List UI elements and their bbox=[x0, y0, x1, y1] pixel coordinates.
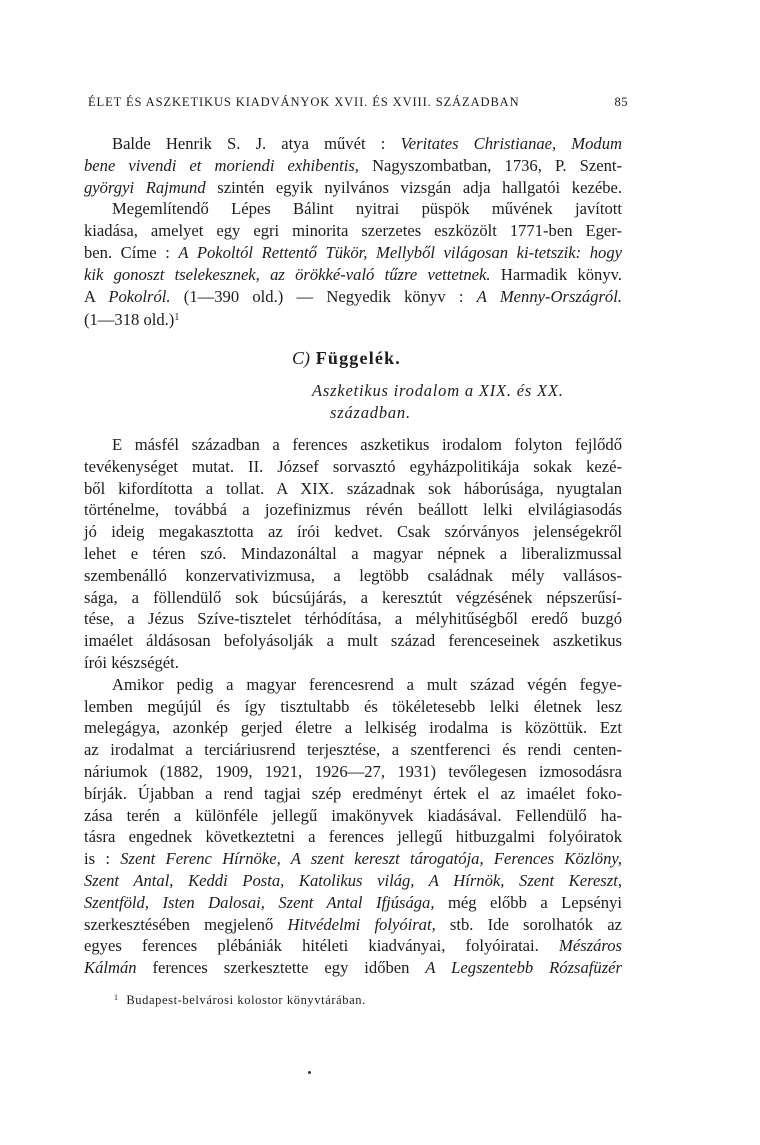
text-line: náriumok (1882, 1909, 1921, 1926—27, 1931) tevőlegesen izmosodásra bbox=[84, 761, 622, 781]
section-subtitle bbox=[312, 380, 624, 424]
text-line: tásra engednek következtetni a ferences jellegű hitbuzgalmi folyóiratok bbox=[84, 827, 622, 847]
text-segment: Nagyszombatban, 1736, bbox=[358, 155, 555, 175]
footnote-text: Budapest-belvárosi kolostor könyvtárában. bbox=[126, 993, 366, 1007]
italic-title: Szentföld, Isten Dalosai, Szent Antal Ifjúsága, bbox=[84, 892, 435, 912]
text-line bbox=[84, 307, 622, 329]
footnote-reference: 1 bbox=[174, 312, 180, 324]
text-line: E másfél században a ferences aszketikus irodalom folyton fejlődő bbox=[112, 435, 622, 454]
text-line: melegágya, azonkép gerjed életre a lelkiség irodalma is közöttük. Ezt bbox=[84, 718, 622, 738]
page-number: 85 bbox=[614, 95, 628, 109]
text-segment: A bbox=[84, 286, 109, 306]
section-heading bbox=[292, 348, 401, 369]
text-segment: Harmadik könyv. bbox=[490, 264, 623, 284]
text-line bbox=[84, 286, 622, 308]
text-line: tése, a Jézus Szíve-tisztelet térhódítása, a mélyhitűségből eredő buzgó bbox=[84, 609, 622, 629]
text-segment: P. Szent- bbox=[554, 155, 622, 175]
text-line: szembenálló konzervativizmusa, a legtöbb családnak mély vallásos- bbox=[84, 565, 622, 585]
text-line bbox=[84, 914, 622, 936]
section-subtitle-line-2: században. bbox=[330, 403, 411, 422]
text-segment: szintén egyik nyilvános vizsgán adja hallgatói kezébe. bbox=[205, 177, 622, 197]
italic-title: Kálmán bbox=[84, 958, 137, 978]
text-line bbox=[84, 177, 622, 199]
text-line bbox=[84, 957, 622, 979]
text-segment: stb. Ide sorolhatók az bbox=[435, 914, 622, 934]
paragraph-block-2 bbox=[84, 434, 622, 979]
section-letter: C) bbox=[292, 348, 310, 368]
italic-title: Mészáros bbox=[559, 936, 622, 956]
text-line bbox=[84, 892, 622, 914]
text-line bbox=[84, 935, 622, 957]
text-line: ből kifordította a tollat. A XIX. századnak sok háborúsága, nyugtalan bbox=[84, 478, 622, 498]
text-line bbox=[84, 848, 622, 870]
text-segment: még előbb a Lepsényi bbox=[434, 892, 622, 912]
italic-title: györgyi Rajmund bbox=[84, 177, 206, 197]
text-line bbox=[84, 155, 622, 177]
text-line bbox=[84, 198, 622, 220]
text-line bbox=[84, 264, 622, 286]
text-segment: Megemlítendő Lépes Bálint nyitrai püspök művének javított bbox=[112, 199, 622, 219]
italic-title: Veritates Christianae, Modum bbox=[400, 134, 623, 153]
italic-title: A Legszentebb Rózsafüzér bbox=[425, 958, 622, 978]
section-subtitle-line-1: Aszketikus irodalom a XIX. és XX. bbox=[312, 381, 564, 400]
italic-title: Szent Ferenc Hírnöke, A szent kereszt tárogatója, Ferences Közlöny, bbox=[120, 849, 623, 869]
footnote-marker: 1 bbox=[114, 993, 119, 1002]
italic-title: bene vivendi et moriendi exhibentis, bbox=[84, 155, 359, 175]
text-line: sága, a föllendülő sok búcsújárás, a keresztút végzésének népszerűsí- bbox=[84, 587, 622, 607]
text-line: lehet e téren szó. Mindazonáltal a magyar népnek a liberalizmussal bbox=[84, 543, 622, 563]
text-line: Amikor pedig a magyar ferencesrend a mult század végén fegye- bbox=[112, 674, 622, 694]
text-line bbox=[84, 870, 622, 892]
text-line: bírják. Újabban a rend tagjai szép eredményt értek el az imaélet foko- bbox=[84, 783, 622, 803]
text-segment: (1—318 old.) bbox=[84, 310, 175, 330]
footnote bbox=[114, 993, 366, 1008]
running-head bbox=[88, 95, 628, 110]
text-line: tevékenységet mutat. II. József sorvasztó egyházpolitikája sokak kezé- bbox=[84, 456, 622, 476]
italic-title: kik gonoszt tselekesznek, az örökké-való tűzre vettetnek. bbox=[84, 264, 491, 284]
italic-title: Hitvédelmi folyóirat, bbox=[287, 914, 436, 934]
text-segment: kiadása, amelyet egy egri minorita szerzetes eszközölt 1771-ben Eger- bbox=[84, 221, 622, 241]
text-segment: ben. Címe : bbox=[84, 242, 179, 262]
text-line: írói készségét. bbox=[84, 652, 179, 672]
text-segment: szerkesztésében megjelenő bbox=[84, 914, 288, 934]
text-line bbox=[84, 133, 622, 155]
text-segment: is : bbox=[84, 849, 121, 869]
italic-title: A Pokoltól Rettentő Tükör, Mellyből világosan ki-tetszik: hogy bbox=[178, 242, 622, 262]
text-line: imaélet áldásosan befolyásolják a mult század ferenceseinek aszketikus bbox=[84, 631, 622, 651]
text-segment: ferences szerkesztette egy időben bbox=[136, 958, 426, 978]
print-speck bbox=[308, 1071, 311, 1074]
paragraph-block-1 bbox=[84, 133, 622, 329]
text-segment: Balde Henrik S. J. atya művét : bbox=[112, 134, 401, 153]
text-line bbox=[84, 242, 622, 264]
section-title: Függelék. bbox=[315, 348, 401, 368]
italic-title: A Menny-Országról. bbox=[476, 286, 622, 306]
running-head-title: ÉLET ÉS ASZKETIKUS KIADVÁNYOK XVII. ÉS XVIII. SZÁZADBAN bbox=[88, 95, 520, 109]
italic-title: Pokolról. bbox=[108, 286, 171, 306]
text-line: történelme, továbbá a jozefinizmus révén beállott lelki elvilágiasodás bbox=[84, 500, 622, 520]
text-line: jó ideig megakasztotta az írói kedvet. Csak szórványos jelenségekről bbox=[84, 522, 622, 542]
text-line: zása terén a különféle jellegű imakönyvek kiadásával. Fellendülő ha- bbox=[84, 805, 622, 825]
text-line: lemben megújúl és így tisztultabb és tökéletesebb lelki életnek lesz bbox=[84, 696, 622, 716]
text-segment: egyes ferences plébániák hitéleti kiadványai, folyóiratai. bbox=[84, 936, 559, 956]
italic-title: Szent Antal, Keddi Posta, Katolikus világ, A Hírnök, Szent Kereszt, bbox=[84, 870, 622, 890]
text-line bbox=[84, 220, 622, 242]
text-line: az irodalmat a terciáriusrend terjesztése, a szentferenci és rendi centen- bbox=[84, 740, 622, 760]
text-segment: (1—390 old.) — Negyedik könyv : bbox=[170, 286, 477, 306]
